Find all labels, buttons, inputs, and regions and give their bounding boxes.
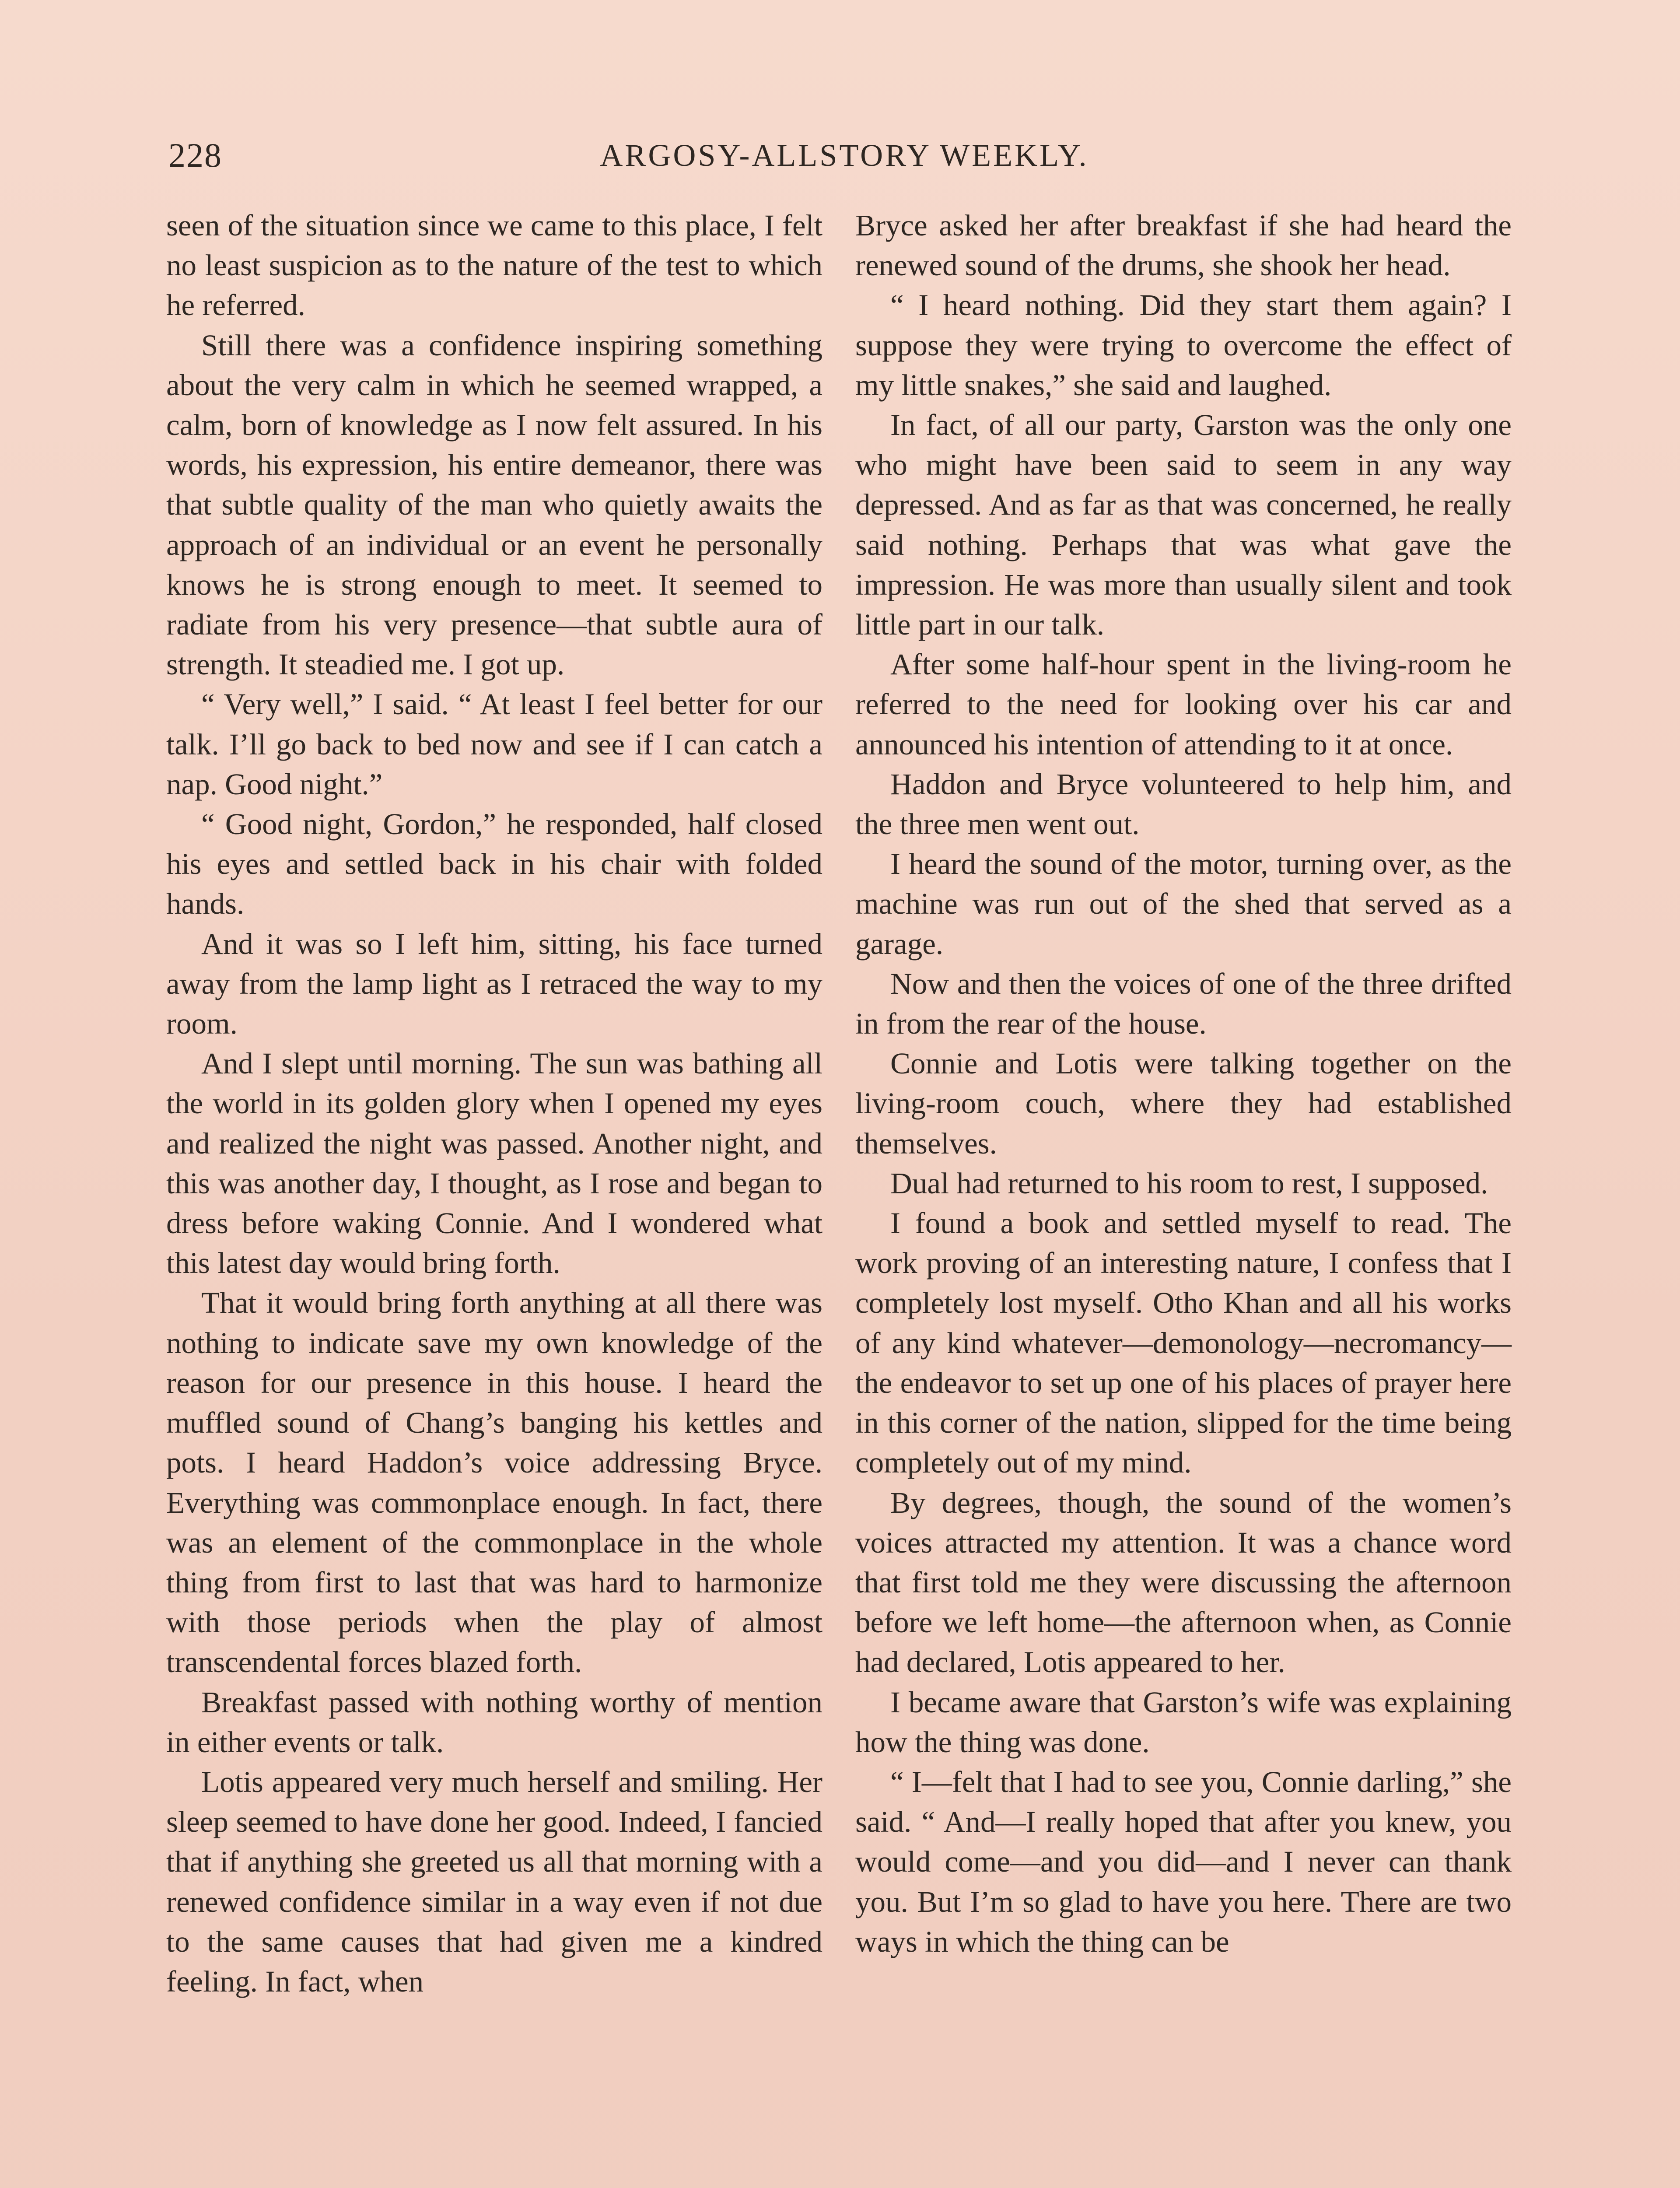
paragraph: Still there was a confidence inspiring something about the very calm in which he seemed wrapped, a calm, born of knowledge as I now felt assured. In his words, his expression, his entire demeanor, there was that subtle quality of the man who quietly awaits the approach of an individual or an event he personally knows he is strong enough to meet. It seemed to radiate from his very presence—that subtle aura of strength. It steadied me. I got up.: [166, 328, 822, 681]
paragraph: That it would bring forth anything at all there was nothing to indicate save my own knowledge of the reason for our presence in this house. I heard the muffled sound of Chang’s banging his kettles and pots. I heard Haddon’s voice addressing Bryce. Everything was commonplace enough. In fact, there was an element of the commonplace in the whole thing from first to last that was hard to harmonize with those periods when the play of almost transcendental forces blazed forth.: [166, 1286, 822, 1679]
paragraph: And I slept until morning. The sun was bathing all the world in its golden glory when I opened my eyes and realized the night was passed. Another night, and this was another day, I thought, as I rose and began to dress before waking Connie. And I wondered what this latest day would bring forth.: [166, 1047, 822, 1280]
paragraph: seen of the situation since we came to this place, I felt no least suspicion as to the nature of the test to which he referred.: [166, 209, 822, 322]
paragraph: I became aware that Garston’s wife was explaining how the thing was done.: [855, 1685, 1512, 1759]
paragraph: “ I—felt that I had to see you, Connie darling,” she said. “ And—I really hoped that after you knew, you would come—and you did—and I never can thank you. But I’m so glad to have you here. There are two ways in which the thing can be: [855, 1765, 1512, 1958]
left-column: [166, 206, 822, 2002]
right-column: [855, 206, 1512, 1962]
paragraph: In fact, of all our party, Garston was the only one who might have been said to seem in any way depressed. And as far as that was concerned, he really said nothing. Perhaps that was what gave the impression. He was more than usually silent and took little part in our talk.: [855, 408, 1512, 642]
paragraph: Bryce asked her after breakfast if she had heard the renewed sound of the drums, she shook her head.: [855, 209, 1512, 282]
paragraph: By degrees, though, the sound of the women’s voices attracted my attention. It was a chance word that first told me they were discussing the afternoon before we left home—the afternoon when, as Connie had declared, Lotis appeared to her.: [855, 1486, 1512, 1679]
paragraph: Breakfast passed with nothing worthy of mention in either events or talk.: [166, 1685, 822, 1759]
paragraph: Haddon and Bryce volunteered to help him, and the three men went out.: [855, 767, 1512, 841]
paragraph: Connie and Lotis were talking together on the living-room couch, where they had established themselves.: [855, 1047, 1512, 1160]
paragraph: “ Good night, Gordon,” he responded, half closed his eyes and settled back in his chair with folded hands.: [166, 807, 822, 921]
paragraph: “ Very well,” I said. “ At least I feel better for our talk. I’ll go back to bed now and see if I can catch a nap. Good night.”: [166, 687, 822, 801]
paragraph: Now and then the voices of one of the three drifted in from the rear of the house.: [855, 967, 1512, 1041]
paragraph: “ I heard nothing. Did they start them again? I suppose they were trying to overcome the effect of my little snakes,” she said and laughed.: [855, 288, 1512, 402]
paragraph: I heard the sound of the motor, turning over, as the machine was run out of the shed that served as a garage.: [855, 847, 1512, 961]
paragraph: I found a book and settled myself to read. The work proving of an interesting nature, I confess that I completely lost myself. Otho Khan and all his works of any kind whatever—demonology—necromancy—the endeavor to set up one of his places of prayer here in this corner of the nation, slipped for the time being completely out of my mind.: [855, 1206, 1512, 1480]
paragraph: Lotis appeared very much herself and smiling. Her sleep seemed to have done her good. Indeed, I fancied that if anything she greeted us all that morning with a renewed confidence similar in a way even if not due to the same causes that had given me a kindred feeling. In fact, when: [166, 1765, 822, 1998]
running-title: ARGOSY-ALLSTORY WEEKLY.: [600, 138, 1089, 173]
page-header: [168, 131, 1520, 179]
paragraph: And it was so I left him, sitting, his face turned away from the lamp light as I retraced the way to my room.: [166, 927, 822, 1041]
paragraph: After some half-hour spent in the living-room he referred to the need for looking over his car and announced his intention of attending to it at once.: [855, 648, 1512, 761]
page-number: 228: [168, 136, 222, 174]
paragraph: Dual had returned to his room to rest, I supposed.: [890, 1166, 1488, 1200]
